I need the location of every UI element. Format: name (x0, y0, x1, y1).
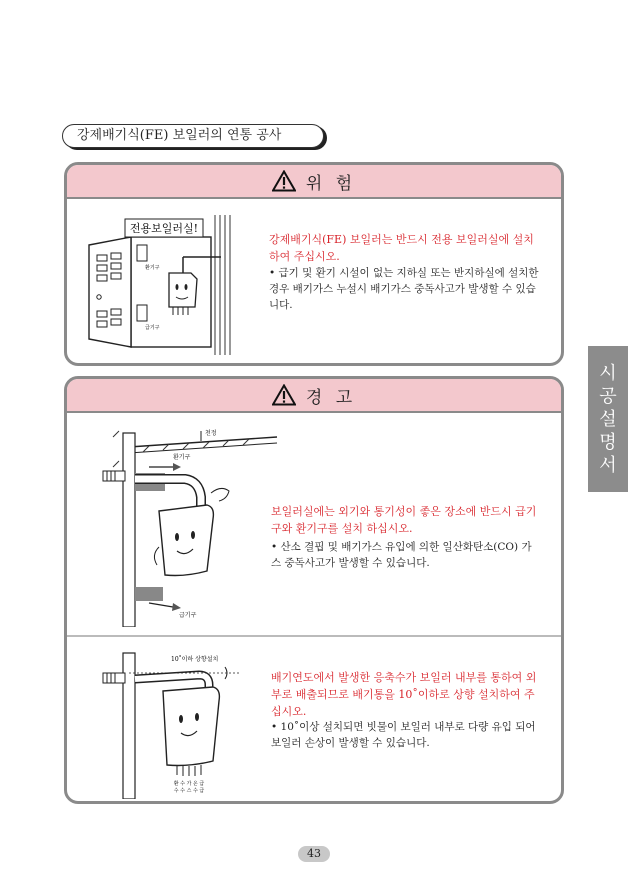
pipe-labels-row2: 수 수 스 수 급 (173, 788, 205, 794)
page-number: 43 (298, 846, 330, 862)
section-title: 강제배기식(FE) 보일러의 연통 공사 (62, 124, 324, 148)
side-tab-char: 공 (599, 385, 617, 407)
danger-heading: 위 험 (305, 173, 357, 194)
warning2-bullet: • 10˚이상 설치되면 빗물이 보일러 내부로 다량 유입 되어 보일러 손상이 발생할 수 있습니다. (271, 721, 536, 749)
boiler-room-illustration (87, 215, 237, 355)
vent-label-intake: 급기구 (145, 325, 160, 331)
slope-label: 10˚이하 상향설치 (171, 656, 219, 663)
warning1-red-text: 보일러실에는 외기와 통기성이 좋은 장소에 반드시 급기구와 환기구를 설치 하십시오. (271, 505, 537, 535)
side-tab-char: 설 (599, 408, 617, 430)
warning1-bullet: • 산소 결핍 및 배기가스 유입에 의한 일산화탄소(CO) 가스 중독사고가 발생할 수 있습니다. (271, 541, 532, 569)
danger-header (67, 165, 561, 199)
boiler-room-label: 전용보일러실! (129, 222, 199, 235)
warning-triangle-icon (272, 384, 296, 406)
pipe-labels-row1: 환 수 가 온 급 (173, 781, 205, 787)
warning2-red-text: 배기연도에서 발생한 응축수가 보일러 내부를 통하여 외부로 배출되므로 배기통을 10˚이하로 상향 설치하여 주십시오. (271, 671, 537, 718)
danger-bullet: • 급기 및 환기 시설이 없는 지하실 또는 반지하실에 설치한 경우 배기가스 누설시 배기가스 중독사고가 발생할 수 있습니다. (269, 267, 539, 311)
side-tab-installation-manual (588, 346, 628, 492)
side-tab-char: 서 (599, 454, 617, 476)
danger-red-text: 강제배기식(FE) 보일러는 반드시 전용 보일러실에 설치하여 주십시오. (269, 233, 534, 263)
warning-divider (67, 635, 561, 637)
danger-box (64, 162, 564, 366)
warning-box (64, 376, 564, 804)
flue-slope-illustration (89, 649, 249, 799)
exhaust-vent-label: 환기구 (173, 454, 191, 461)
warning-triangle-icon (272, 170, 296, 192)
ventilation-illustration (89, 427, 279, 627)
ceiling-label: 천정 (205, 430, 217, 437)
warning-heading: 경 고 (305, 387, 357, 408)
vent-label-exhaust: 환기구 (145, 265, 160, 271)
intake-vent-label: 급기구 (179, 612, 197, 619)
warning-header (67, 379, 561, 413)
side-tab-char: 명 (599, 431, 617, 453)
side-tab-char: 시 (599, 362, 617, 384)
